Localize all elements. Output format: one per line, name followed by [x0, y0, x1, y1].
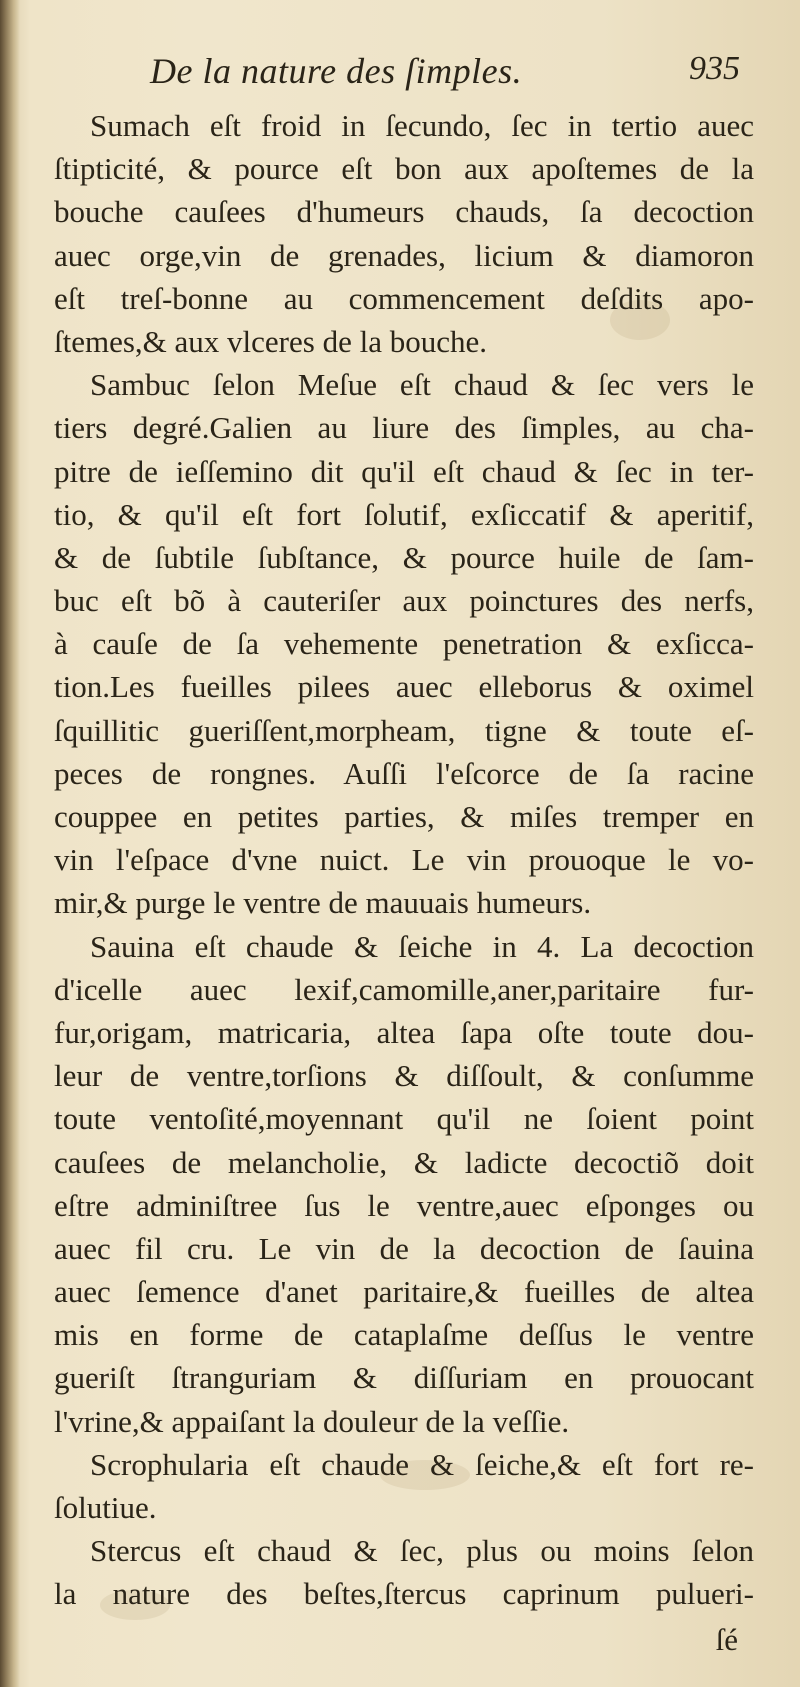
text-line: eſt treſ-bonne au commencement deſdits apo-: [54, 280, 754, 316]
text-line: tion.Les fueilles pilees auec elleborus & oximel: [54, 669, 754, 705]
text-line: auec ſemence d'anet paritaire,& fueilles de altea: [54, 1274, 754, 1310]
text-line: fur,origam, matricaria, altea ſapa oſte toute dou-: [54, 1014, 754, 1050]
gutter-shadow: [0, 0, 20, 1687]
text-line: d'icelle auec lexif,camomille,aner,paritaire fur-: [54, 971, 754, 1007]
text-line: mir,& purge le ventre de mauuais humeurs.: [54, 885, 592, 921]
text-line: cauſees de melancholie, & ladicte decoctiõ doit: [54, 1144, 754, 1180]
text-line: pitre de ieſſemino dit qu'il eſt chaud & ſec in ter-: [54, 453, 754, 489]
text-line: auec orge,vin de grenades, licium & diamoron: [54, 237, 754, 273]
text-line: buc eſt bõ à cauteriſer aux poinctures des nerfs,: [54, 583, 754, 619]
text-line: Scrophularia eſt chaude & ſeiche,& eſt fort re-: [90, 1446, 754, 1482]
text-line: ſquillitic gueriſſent,morpheam, tigne & toute eſ-: [54, 712, 754, 748]
text-line: auec fil cru. Le vin de la decoction de ſauina: [54, 1230, 754, 1266]
text-line: vin l'eſpace d'vne nuict. Le vin prouoque le vo-: [54, 842, 754, 878]
text-line: Sauina eſt chaude & ſeiche in 4. La decoction: [90, 928, 754, 964]
text-line: peces de rongnes. Auſſi l'eſcorce de ſa racine: [54, 755, 754, 791]
text-line: Sambuc ſelon Meſue eſt chaud & ſec vers le: [90, 367, 754, 403]
text-line: gueriſt ſtranguriam & diſſuriam en prouocant: [54, 1360, 754, 1396]
page-number: 935: [689, 50, 740, 87]
text-line: mis en forme de cataplaſme deſſus le ventre: [54, 1317, 754, 1353]
text-line: ſolutiue.: [54, 1490, 157, 1525]
text-line: la nature des beſtes,ſtercus caprinum pulueri-: [54, 1576, 754, 1612]
catchword: ſé: [715, 1622, 738, 1657]
text-line: couppee en petites parties, & miſes tremper en: [54, 799, 754, 834]
text-line: & de ſubtile ſubſtance, & pource huile de ſam-: [54, 539, 754, 575]
text-line: ſtipticité, & pource eſt bon aux apoſtemes de la: [54, 151, 754, 187]
text-line: Stercus eſt chaud & ſec, plus ou moins ſelon: [90, 1533, 754, 1569]
text-line: leur de ventre,torſions & diſſoult, & conſumme: [54, 1058, 754, 1094]
text-line: ſtemes,& aux vlceres de la bouche.: [54, 323, 487, 359]
text-block: [54, 104, 754, 1616]
running-head: [150, 50, 740, 100]
text-line: tiers degré.Galien au liure des ſimples, au cha-: [54, 410, 754, 446]
text-line: bouche cauſees d'humeurs chauds, ſa decoction: [54, 194, 754, 230]
text-line: à cauſe de ſa vehemente penetration & exſicca-: [54, 626, 754, 662]
text-line: l'vrine,& appaiſant la douleur de la veſſie.: [54, 1403, 570, 1439]
text-line: tio, & qu'il eſt fort ſolutif, exſiccatif & aperitif,: [54, 496, 754, 532]
running-title: De la nature des ſimples.: [150, 51, 523, 91]
text-line: Sumach eſt froid in ſecundo, ſec in tertio auec: [90, 108, 754, 143]
text-line: toute ventoſité,moyennant qu'il ne ſoient point: [54, 1101, 754, 1137]
text-line: eſtre adminiſtree ſus le ventre,auec eſponges ou: [54, 1187, 754, 1223]
